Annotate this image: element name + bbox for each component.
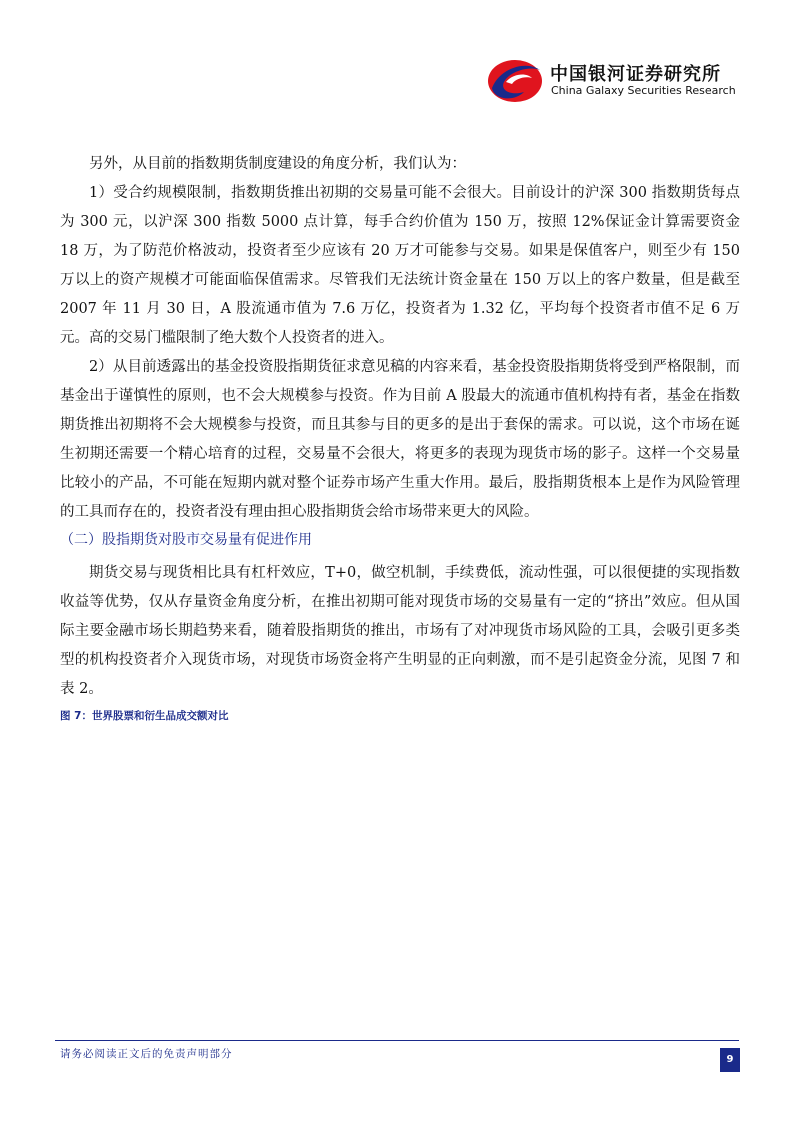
- intro-paragraph: 另外，从目前的指数期货制度建设的角度分析，我们认为：: [89, 156, 466, 172]
- report-body: [60, 150, 740, 723]
- footer-divider: [55, 1040, 739, 1041]
- report-header: [486, 56, 746, 106]
- galaxy-logo-icon: [486, 58, 544, 104]
- footer-disclaimer: 请务必阅读正文后的免责声明部分: [60, 1048, 233, 1060]
- figure-caption: 图 7：世界股票和衍生品成交额对比: [60, 710, 229, 722]
- company-name-chinese: 中国银河证券研究所: [550, 64, 721, 85]
- page-number: 9: [720, 1048, 740, 1072]
- section-heading: （二）股指期货对股市交易量有促进作用: [60, 532, 312, 548]
- section-paragraph: 期货交易与现货相比具有杠杆效应，T+0，做空机制，手续费低，流动性强，可以很便捷的实现指数收益等优势，仅从存量资金角度分析，在推出初期可能对现货市场的交易量有一定的“挤出”效应。但从国际主要金融市场长期趋势来看，随着股指期货的推出，市场有了对冲现货市场风险的工具，会吸引更多类型的机构投资者介入现货市场，对现货市场资金将产生明显的正向刺激，而不是引起资金分流，见图 7 和表 2。: [60, 565, 740, 697]
- point-1-paragraph: 1）受合约规模限制，指数期货推出初期的交易量可能不会很大。目前设计的沪深 300 指数期货每点为 300 元，以沪深 300 指数 5000 点计算，每手合约价值为 150 万，按照 12%保证金计算需要资金 18 万，为了防范价格波动，投资者至少应该有 20 万才可能参与交易。如果是保值客户，则至少有 150 万以上的资产规模才可能面临保值需求。尽管我们无法统计资金量在 150 万以上的客户数量，但是截至 2007 年 11 月 30 日，A 股流通市值为 7.6 万亿，投资者为 1.32 亿，平均每个投资者市值不足 6 万元。高的交易门槛限制了绝大数个人投资者的进入。: [60, 185, 740, 346]
- company-name-english: China Galaxy Securities Research: [551, 84, 736, 97]
- point-2-paragraph: 2）从目前透露出的基金投资股指期货征求意见稿的内容来看，基金投资股指期货将受到严格限制，而基金出于谨慎性的原则，也不会大规模参与投资。作为目前 A 股最大的流通市值机构持有者，基金在指数期货推出初期将不会大规模参与投资，而且其参与目的更多的是出于套保的需求。可以说，这个市场在诞生初期还需要一个精心培育的过程，交易量不会很大，将更多的表现为现货市场的影子。这样一个交易量比较小的产品，不可能在短期内就对整个证券市场产生重大作用。最后，股指期货根本上是作为风险管理的工具而存在的，投资者没有理由担心股指期货会给市场带来更大的风险。: [60, 359, 740, 520]
